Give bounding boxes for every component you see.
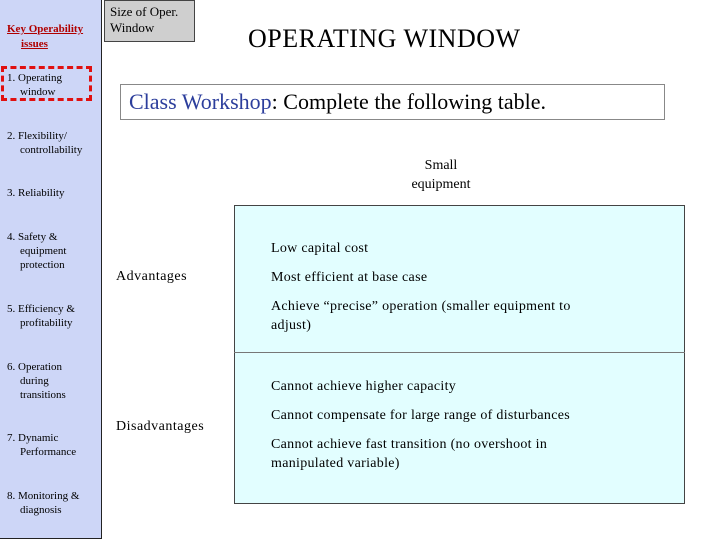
disadvantages-label: Disadvantages [116, 419, 205, 434]
advantages-label: Advantages [116, 269, 188, 284]
sidebar-item-flexibility[interactable] [7, 129, 82, 157]
disadvantage-item: Cannot compensate for large range of disturbances [271, 408, 571, 423]
workshop-banner [120, 84, 665, 120]
column-header-line1: Small [424, 158, 458, 173]
sidebar-item-label: Performance [20, 446, 77, 458]
size-box-line2: Window [110, 20, 155, 35]
sidebar-item-label: diagnosis [20, 504, 62, 516]
sidebar-item-label: 8. Monitoring & [7, 490, 80, 502]
sidebar-item-operating-window[interactable] [7, 71, 62, 99]
sidebar-item-label: 7. Dynamic [7, 432, 59, 444]
sidebar-item-monitoring[interactable] [7, 489, 79, 517]
row-divider [234, 352, 685, 353]
column-header [395, 156, 487, 194]
sidebar-item-label: protection [20, 259, 65, 271]
advantage-item: Low capital cost [271, 241, 369, 256]
size-box-line1: Size of Oper. [110, 4, 179, 19]
sidebar-item-label: 4. Safety & [7, 231, 58, 243]
sidebar-item-dynamic-performance[interactable] [7, 431, 76, 459]
advantage-item: Most efficient at base case [271, 270, 428, 285]
sidebar-item-safety[interactable] [7, 230, 66, 272]
sidebar-item-label: equipment [20, 245, 67, 257]
disadvantage-item: Cannot achieve fast transition (no overshoot in [271, 437, 548, 452]
page-title: OPERATING WINDOW [248, 24, 521, 53]
disadvantage-item: manipulated variable) [271, 456, 400, 471]
sidebar-item-reliability[interactable] [7, 186, 64, 200]
workshop-highlight: Class Workshop [129, 89, 272, 114]
advantage-item: adjust) [271, 318, 312, 333]
workshop-text: : Complete the following table. [271, 89, 547, 114]
sidebar-item-label: transitions [20, 389, 66, 401]
disadvantage-item: Cannot achieve higher capacity [271, 379, 457, 394]
size-of-window-box[interactable] [104, 0, 195, 42]
sidebar-item-efficiency[interactable] [7, 302, 75, 330]
sidebar-item-label: 6. Operation [7, 361, 62, 373]
sidebar [0, 0, 102, 539]
column-header-line2: equipment [411, 177, 471, 192]
sidebar-item-label: 3. Reliability [7, 187, 65, 199]
sidebar-item-label: 2. Flexibility/ [7, 130, 67, 142]
sidebar-item-label: profitability [20, 317, 73, 329]
sidebar-title[interactable] [7, 22, 83, 52]
advantage-item: Achieve “precise” operation (smaller equipment to [271, 299, 571, 314]
sidebar-item-label: 1. Operating [7, 72, 62, 84]
sidebar-title-line1: Key Operability [7, 23, 84, 35]
sidebar-item-label: during [20, 375, 49, 387]
sidebar-title-line2: issues [21, 38, 48, 50]
sidebar-item-label: window [20, 86, 56, 98]
sidebar-item-transitions[interactable] [7, 360, 66, 402]
sidebar-item-label: controllability [20, 144, 83, 156]
sidebar-item-label: 5. Efficiency & [7, 303, 75, 315]
